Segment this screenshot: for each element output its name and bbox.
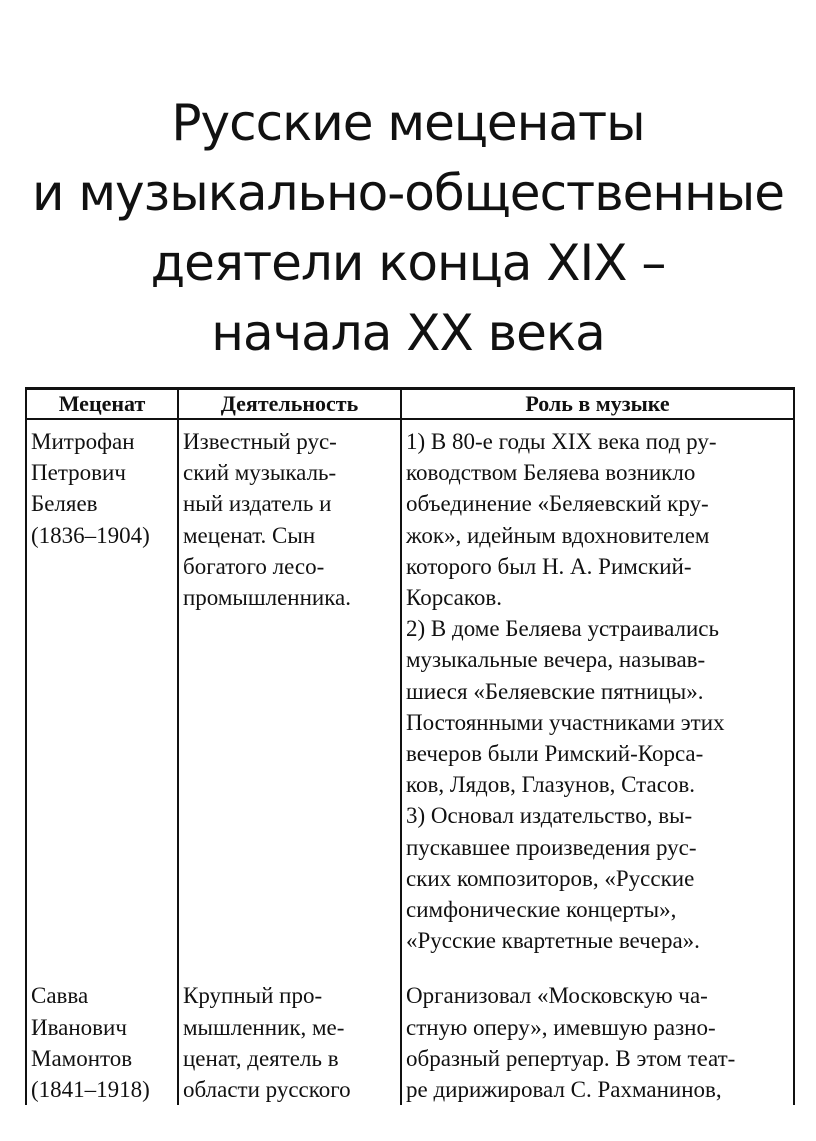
text-line: Митрофан — [31, 429, 135, 454]
text-line: ководством Беляева возникло — [406, 460, 696, 486]
column-header-activity: Деятельность — [178, 389, 401, 420]
patron-cell — [26, 978, 178, 1105]
table-row — [26, 419, 794, 978]
text-line: 3) Основал издательство, вы- — [406, 803, 693, 829]
text-line: жок», идейным вдохновителем — [406, 522, 710, 548]
patron-cell — [26, 419, 178, 978]
text-line: 1) В 80-е годы XIX века под ру- — [406, 429, 717, 454]
text-line: Петрович — [31, 460, 126, 486]
text-line: меценат. Сын — [183, 522, 316, 548]
text-line: симфонические концерты», — [406, 897, 677, 923]
text-line: (1841–1918) — [31, 1077, 150, 1103]
text-line: ков, Лядов, Глазунов, Стасов. — [406, 772, 696, 798]
title-line: Русские меценаты — [171, 94, 645, 152]
text-line: Организовал «Московскую ча- — [406, 983, 708, 1009]
text-line: области русского — [183, 1077, 351, 1103]
text-line: ских композиторов, «Русские — [406, 865, 695, 891]
patrons-table — [25, 387, 795, 1105]
text-line: музыкальные вечера, называв- — [406, 647, 706, 673]
text-line: промышленника. — [183, 585, 351, 611]
text-line: шиеся «Беляевские пятницы». — [406, 678, 704, 704]
role-cell — [401, 419, 794, 978]
text-line: Иванович — [31, 1014, 127, 1040]
text-line: Мамонтов — [31, 1045, 133, 1071]
title-line: деятели конца XIX – — [150, 234, 666, 292]
text-line: Крупный про- — [183, 983, 323, 1009]
text-line: богатого лесо- — [183, 553, 325, 579]
text-line: мышленник, ме- — [183, 1014, 345, 1040]
text-line: образный репертуар. В этом теат- — [406, 1045, 736, 1071]
text-line: стную оперу», имевшую разно- — [406, 1014, 716, 1040]
activity-cell — [178, 419, 401, 978]
text-line: 2) В доме Беляева устраивались — [406, 616, 719, 642]
title-line: начала XX века — [211, 304, 605, 362]
text-line: объединение «Беляевский кру- — [406, 491, 709, 517]
column-header-role: Роль в музыке — [401, 389, 794, 420]
text-line: ценат, деятель в — [183, 1045, 339, 1071]
table-header-row — [26, 389, 794, 420]
role-cell — [401, 978, 794, 1105]
text-line: пускавшее произведения рус- — [406, 834, 697, 860]
page-title — [0, 88, 816, 368]
table-row — [26, 978, 794, 1105]
column-header-patron: Меценат — [26, 389, 178, 420]
text-line: Известный рус- — [183, 429, 337, 454]
text-line: Постоянными участниками этих — [406, 709, 725, 735]
text-line: Беляев — [31, 491, 98, 517]
activity-cell — [178, 978, 401, 1105]
text-line: Савва — [31, 983, 89, 1009]
text-line: ский музыкаль- — [183, 460, 337, 486]
text-line: (1836–1904) — [31, 522, 150, 548]
title-line: и музыкально-общественные — [31, 164, 785, 222]
text-line: «Русские квартетные вечера». — [406, 928, 700, 954]
text-line: которого был Н. А. Римский- — [406, 553, 692, 579]
text-line: Корсаков. — [406, 585, 503, 611]
text-line: ре дирижировал С. Рахманинов, — [406, 1077, 722, 1103]
text-line: ный издатель и — [183, 491, 332, 517]
text-line: вечеров были Римский-Корса- — [406, 741, 704, 767]
